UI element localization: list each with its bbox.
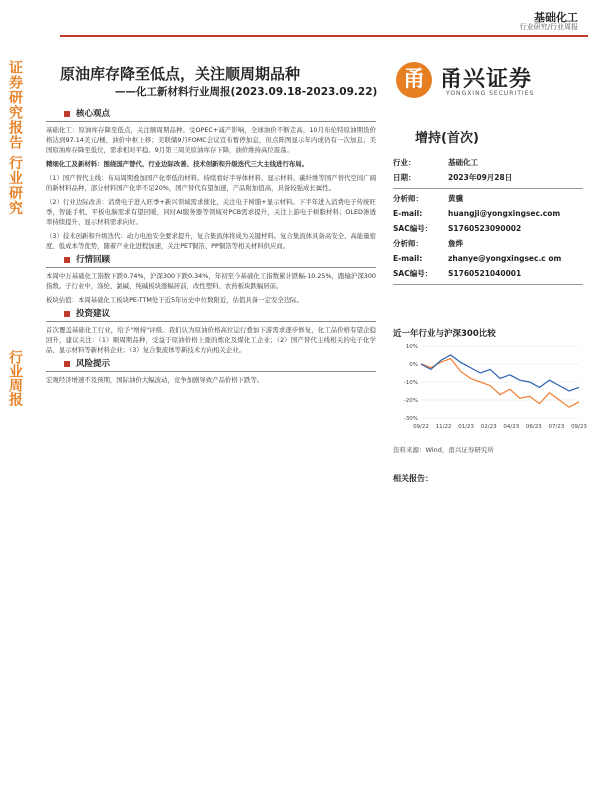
- bullet-square-icon: [64, 111, 70, 117]
- invest-para-1: 首次覆盖基础化工行业，给予"增持"评级。我们认为原油价格高位运行叠加下游需求逐步修复，化工品价格有望企稳回升，建议关注：（1）顺周期品种，受益于原油价格上涨的炼化及煤化工企业；（2）国产替代主线相关的电子化学品、显示材料等新材料企业；（3）复合集流体等新技术方向相关企业。: [46, 326, 376, 354]
- section-invest-heading: 投资建议: [64, 309, 376, 319]
- divider: [393, 188, 583, 189]
- section-review-heading: 行情回顾: [64, 255, 376, 265]
- review-para-1: 本周中万基础化工指数下跌0.74%，沪深300下跌0.34%，年初至今基础化工指数累计跌幅-10.25%，跑输沪深300指数。子行业中，涤纶、氯碱、纯碱板块涨幅居前，改性塑料、农药板块跌幅居前。: [46, 272, 376, 290]
- email2-label: E-mail:: [393, 254, 423, 263]
- header-rule: [60, 35, 588, 37]
- bullet-square-icon: [64, 311, 70, 317]
- side-label-weekly: 行业周报: [7, 350, 23, 406]
- chart-source: 资料来源：Wind，甬兴证券研究所: [393, 446, 494, 454]
- chart-title: 近一年行业与沪深300比较: [393, 329, 496, 339]
- review-para-2: 板块估值：本周基础化工板块PE-TTM处于近5年历史中位数附近，估值具备一定安全边际。: [46, 296, 303, 304]
- y-tick-label: 0%: [409, 362, 418, 368]
- date-value: 2023年09月28日: [448, 173, 513, 182]
- section-risk-heading: 风险提示: [64, 359, 376, 369]
- divider: [46, 321, 376, 322]
- divider: [393, 284, 583, 285]
- analyst1-name: 黄骥: [448, 194, 463, 203]
- bullet-square-icon: [64, 361, 70, 367]
- header-industry: 基础化工: [534, 11, 578, 24]
- core-para-2: 精细化工及新材料：围绕国产替代、行业边际改善、技术创新和升级迭代三大主线进行布局。: [46, 160, 309, 168]
- x-tick-label: 06/23: [525, 424, 542, 430]
- sac2-value: S1760521040001: [448, 269, 522, 278]
- email1-label: E-mail:: [393, 209, 423, 218]
- rating: 增持(首次): [415, 131, 479, 146]
- core-para-1: 基础化工：原油库存降至低点，关注顺周期品种。受OPEC+减产影响，全球油价不断走高，10月布伦特原油期货价格达到97.14美元/桶，油价中枢上移；美联储9月FOMC会议宣布暂停加息，但点阵图显示年内或仍有一次加息；美国原油库存降至低位，需求相对平稳。9月第三周美原油库存下降，油价维持高位震荡。: [46, 126, 376, 154]
- divider: [46, 121, 376, 122]
- industry-label: 行业：: [393, 158, 416, 167]
- y-tick-label: 10%: [405, 344, 418, 350]
- x-tick-label: 09/23: [571, 424, 587, 430]
- core-para-4: （2）行业边际改善：消费电子进入旺季+新兴领域需求催化，关注电子树脂+显示材料。下半年进入消费电子传统旺季，智能手机、平板电脑需求有望回暖，同时AI服务器等领域对PCB需求提升，关注上游电子树脂材料；OLED渗透率持续提升，显示材料需求向好。: [46, 198, 376, 226]
- core-para-3: （1）国产替代主线：布局周期叠加国产化率低的材料。持续看好半导体材料、显示材料、碳纤维等国产替代空间广阔的新材料品种，部分材料国产化率不足20%，国产替代有望加速，产品附加值高，具备较强成长属性。: [46, 174, 376, 192]
- logo-mark: 甬: [396, 62, 432, 98]
- sac1-value: S1760523090002: [448, 224, 522, 233]
- x-tick-label: 04/23: [503, 424, 520, 430]
- analyst2-name: 詹烨: [448, 239, 463, 248]
- email2-link[interactable]: zhanye@yongxingsec.c om: [448, 254, 562, 263]
- header-subtitle: 行业研究/行业周报: [519, 23, 578, 31]
- core-para-5: （3）技术创新和升级迭代：动力电池安全要求提升，复合集流体将成为关键材料。复合集流体具备高安全、高能量密度、低成本等优势，随着产业化进程加速，关注PET铜箔、PP铜箔等相关材料供应商。: [46, 232, 376, 250]
- x-tick-label: 01/23: [458, 424, 475, 430]
- side-label-research: 证券研究报告 行业研究: [7, 60, 23, 216]
- date-label: 日期：: [393, 173, 416, 182]
- y-tick-label: -20%: [403, 398, 418, 404]
- sac1-label: SAC编号：: [393, 224, 433, 233]
- x-tick-label: 11/22: [435, 424, 452, 430]
- bullet-square-icon: [64, 257, 70, 263]
- report-subtitle: ——化工新材料行业周报(2023.09.18-2023.09.22): [115, 86, 378, 98]
- report-title: 原油库存降至低点，关注顺周期品种: [60, 65, 301, 83]
- divider: [46, 371, 376, 372]
- analyst-info: [393, 158, 583, 290]
- x-tick-label: 02/23: [480, 424, 497, 430]
- related-reports-label: 相关报告：: [393, 474, 433, 483]
- comparison-line-chart: [393, 340, 587, 436]
- logo-name-en: YONGXING SECURITIES: [446, 90, 535, 97]
- industry-value: 基础化工: [448, 158, 478, 167]
- section-core-heading: 核心观点: [64, 109, 376, 119]
- y-tick-label: -30%: [403, 416, 418, 422]
- divider: [46, 267, 376, 268]
- y-tick-label: -10%: [403, 380, 418, 386]
- logo-name-cn: 甬兴证券: [440, 67, 533, 92]
- x-tick-label: 09/22: [413, 424, 429, 430]
- risk-para-1: 宏观经济增速不及预期，国际油价大幅波动，竞争加剧导致产品价格下跌等。: [46, 376, 264, 384]
- analyst1-label: 分析师：: [393, 194, 423, 203]
- email1-link[interactable]: huangji@yongxingsec.com: [448, 209, 561, 218]
- analyst2-label: 分析师：: [393, 239, 423, 248]
- main-content: [46, 106, 376, 389]
- sac2-label: SAC编号：: [393, 269, 433, 278]
- x-tick-label: 07/23: [548, 424, 565, 430]
